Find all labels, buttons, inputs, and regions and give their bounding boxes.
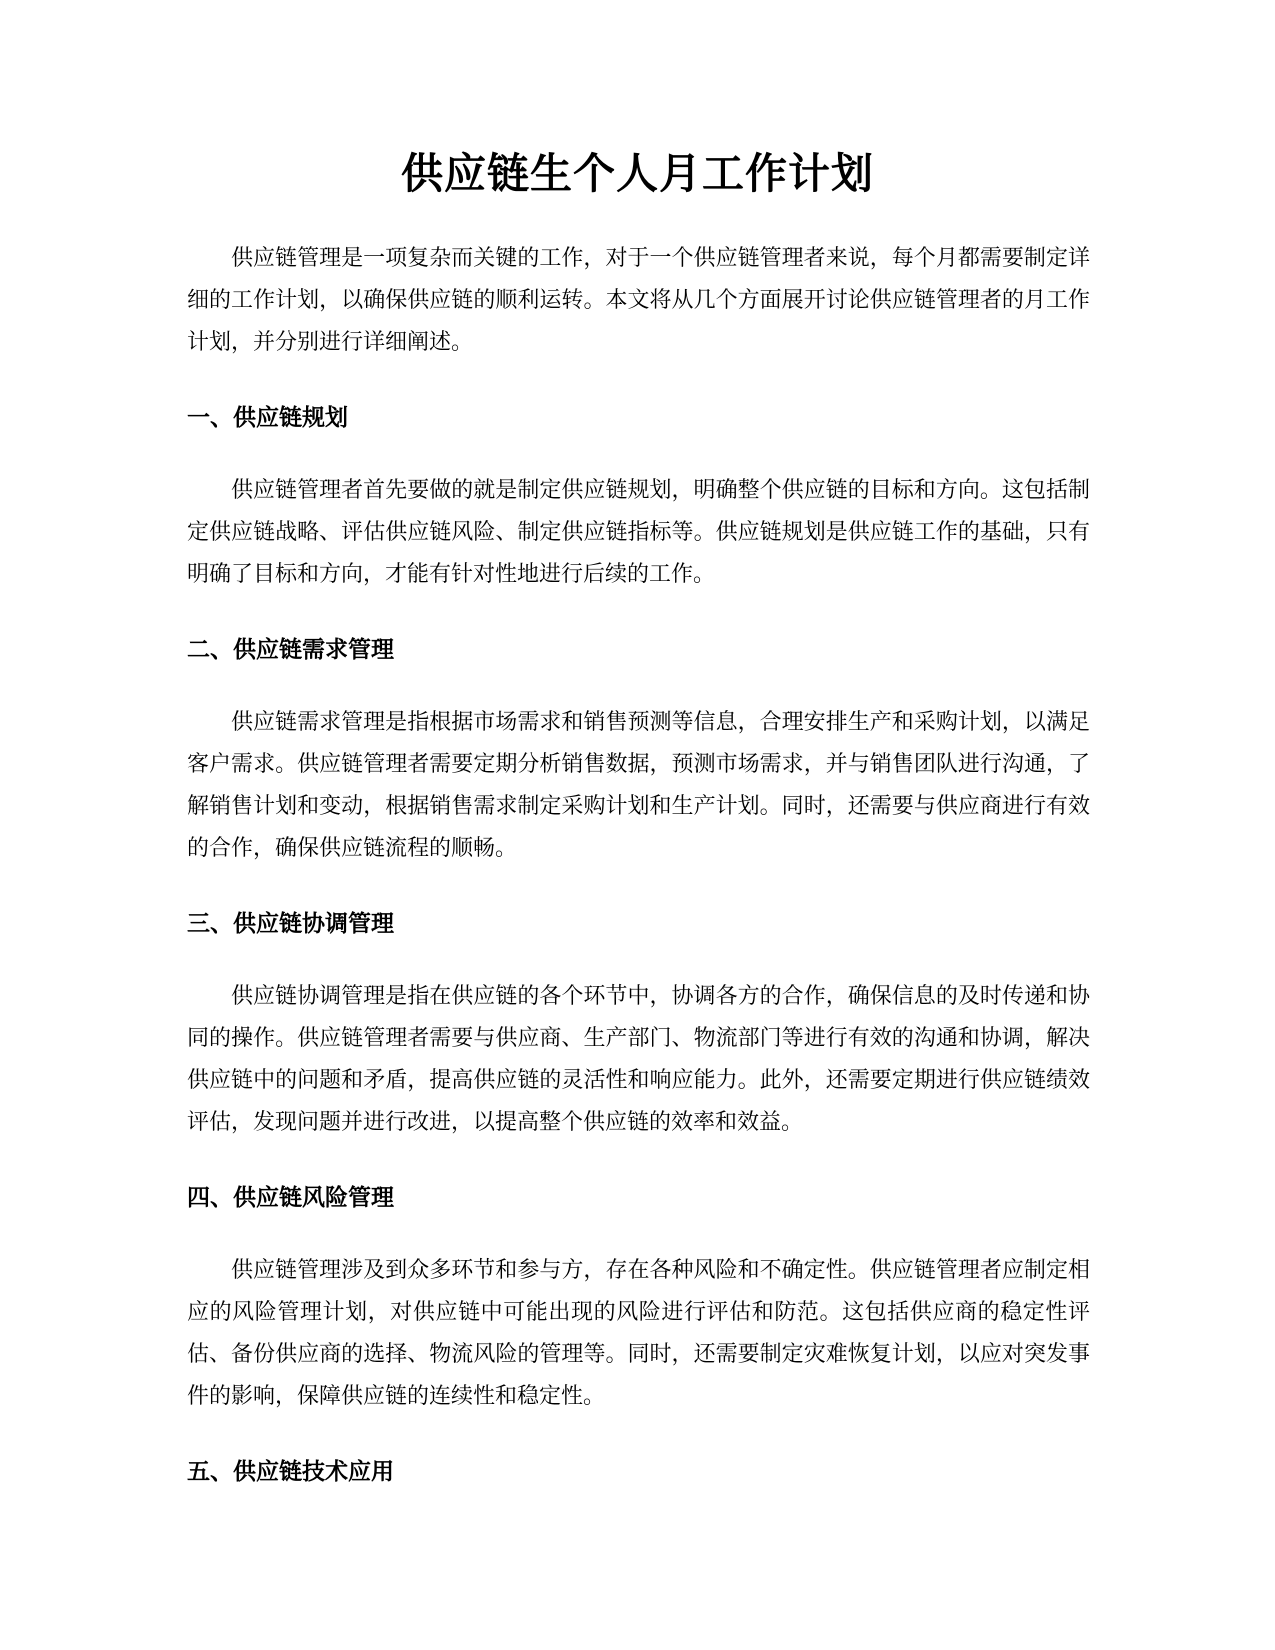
section-body-demand: 供应链需求管理是指根据市场需求和销售预测等信息，合理安排生产和采购计划，以满足客户需求。供应链管理者需要定期分析销售数据，预测市场需求，并与销售团队进行沟通，了解销售计划和变动，根据销售需求制定采购计划和生产计划。同时，还需要与供应商进行有效的合作，确保供应链流程的顺畅。 xyxy=(187,710,1090,861)
section-heading-risk: 四、供应链风险管理 xyxy=(187,1185,394,1211)
document-title: 供应链生个人月工作计划 xyxy=(400,149,874,198)
section-heading-planning: 一、供应链规划 xyxy=(187,405,348,431)
section-heading-technology: 五、供应链技术应用 xyxy=(187,1459,394,1485)
section-body-coordination: 供应链协调管理是指在供应链的各个环节中，协调各方的合作，确保信息的及时传递和协同的操作。供应链管理者需要与供应商、生产部门、物流部门等进行有效的沟通和协调，解决供应链中的问题和矛盾，提高供应链的灵活性和响应能力。此外，还需要定期进行供应链绩效评估，发现问题并进行改进，以提高整个供应链的效率和效益。 xyxy=(187,984,1090,1135)
section-body-planning: 供应链管理者首先要做的就是制定供应链规划，明确整个供应链的目标和方向。这包括制定供应链战略、评估供应链风险、制定供应链指标等。供应链规划是供应链工作的基础，只有明确了目标和方向，才能有针对性地进行后续的工作。 xyxy=(187,478,1090,587)
section-body-risk: 供应链管理涉及到众多环节和参与方，存在各种风险和不确定性。供应链管理者应制定相应的风险管理计划，对供应链中可能出现的风险进行评估和防范。这包括供应商的稳定性评估、备份供应商的选择、物流风险的管理等。同时，还需要制定灾难恢复计划，以应对突发事件的影响，保障供应链的连续性和稳定性。 xyxy=(187,1258,1090,1409)
intro-paragraph: 供应链管理是一项复杂而关键的工作，对于一个供应链管理者来说，每个月都需要制定详细的工作计划，以确保供应链的顺利运转。本文将从几个方面展开讨论供应链管理者的月工作计划，并分别进行详细阐述。 xyxy=(187,246,1090,355)
section-heading-coordination: 三、供应链协调管理 xyxy=(187,911,394,937)
document-body xyxy=(187,238,1090,1524)
section-heading-demand: 二、供应链需求管理 xyxy=(187,637,394,663)
